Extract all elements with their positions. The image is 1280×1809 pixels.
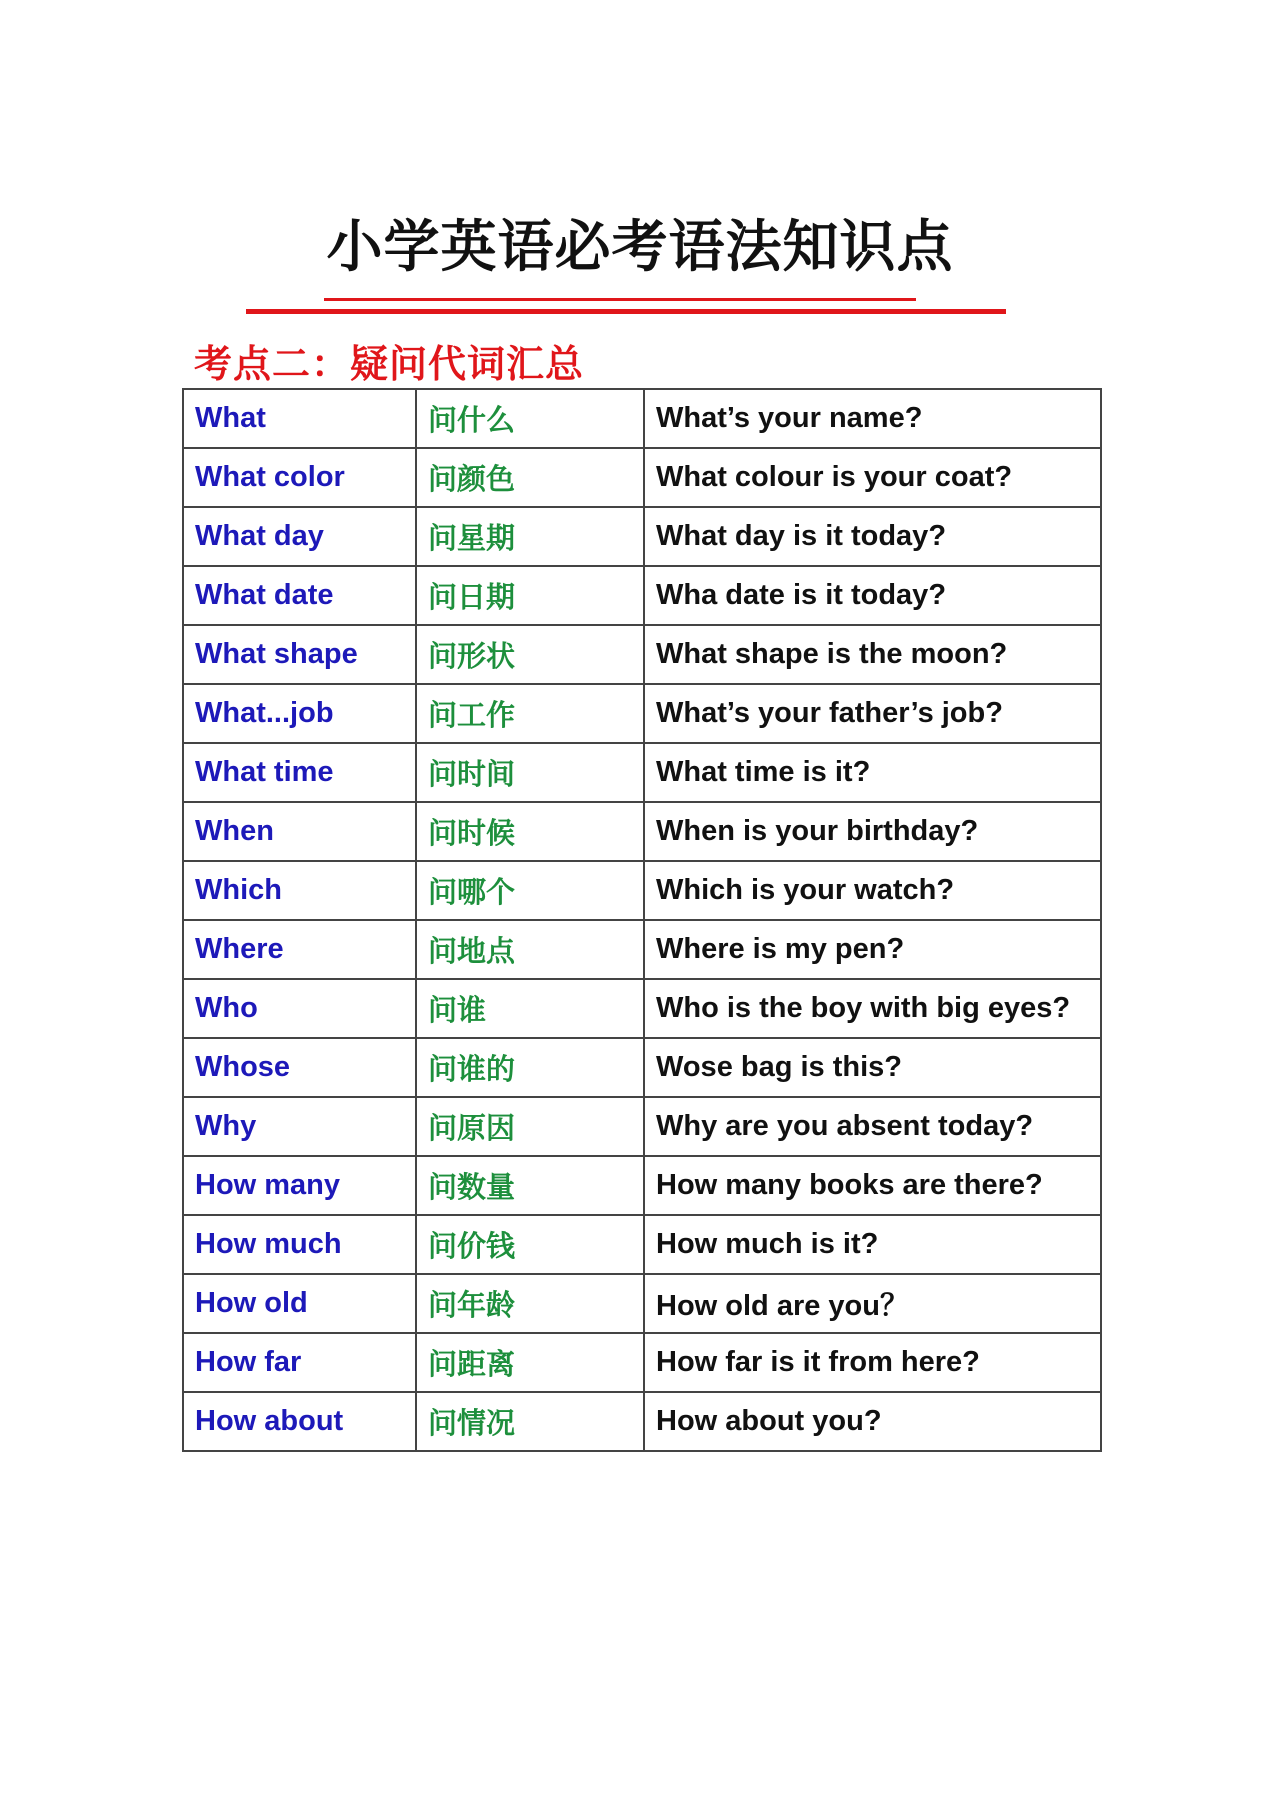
- table-row: [183, 1392, 1101, 1451]
- chinese-meaning: 问工作: [416, 684, 644, 743]
- table-row: [183, 861, 1101, 920]
- chinese-meaning: 问哪个: [416, 861, 644, 920]
- page-title: 小学英语必考语法知识点: [326, 215, 954, 280]
- table-row: [183, 448, 1101, 507]
- chinese-meaning: 问原因: [416, 1097, 644, 1156]
- question-words-table-container: [182, 388, 1102, 1452]
- example-sentence: Which is your watch?: [644, 861, 1101, 920]
- example-sentence: How many books are there?: [644, 1156, 1101, 1215]
- question-word: What: [183, 389, 416, 448]
- table-row: [183, 802, 1101, 861]
- table-row: [183, 1156, 1101, 1215]
- question-word: How many: [183, 1156, 416, 1215]
- example-sentence: What’s your name?: [644, 389, 1101, 448]
- question-word: What day: [183, 507, 416, 566]
- table-row: [183, 389, 1101, 448]
- example-sentence: How far is it from here?: [644, 1333, 1101, 1392]
- chinese-meaning: 问地点: [416, 920, 644, 979]
- question-word: What time: [183, 743, 416, 802]
- question-word: Why: [183, 1097, 416, 1156]
- chinese-meaning: 问情况: [416, 1392, 644, 1451]
- section-heading: 考点二：疑问代词汇总: [194, 342, 585, 386]
- example-sentence: Wha date is it today?: [644, 566, 1101, 625]
- chinese-meaning: 问时候: [416, 802, 644, 861]
- question-word: How old: [183, 1274, 416, 1333]
- table-row: [183, 1097, 1101, 1156]
- table-row: [183, 920, 1101, 979]
- table-row: [183, 507, 1101, 566]
- question-word: Who: [183, 979, 416, 1038]
- example-sentence: What shape is the moon?: [644, 625, 1101, 684]
- table-row: [183, 979, 1101, 1038]
- example-sentence: What’s your father’s job?: [644, 684, 1101, 743]
- chinese-meaning: 问年龄: [416, 1274, 644, 1333]
- table-row: [183, 1274, 1101, 1333]
- chinese-meaning: 问形状: [416, 625, 644, 684]
- question-word: How about: [183, 1392, 416, 1451]
- question-word: How far: [183, 1333, 416, 1392]
- example-sentence: Why are you absent today?: [644, 1097, 1101, 1156]
- chinese-meaning: 问星期: [416, 507, 644, 566]
- example-sentence: Where is my pen?: [644, 920, 1101, 979]
- table-row: [183, 625, 1101, 684]
- chinese-meaning: 问谁的: [416, 1038, 644, 1097]
- table-body: [183, 389, 1101, 1451]
- table-row: [183, 743, 1101, 802]
- chinese-meaning: 问谁: [416, 979, 644, 1038]
- question-word: What date: [183, 566, 416, 625]
- example-sentence: Who is the boy with big eyes?: [644, 979, 1101, 1038]
- example-sentence: How old are you？: [644, 1274, 1101, 1333]
- chinese-meaning: 问距离: [416, 1333, 644, 1392]
- example-sentence: What time is it?: [644, 743, 1101, 802]
- question-word: Which: [183, 861, 416, 920]
- question-word: When: [183, 802, 416, 861]
- example-sentence: How much is it?: [644, 1215, 1101, 1274]
- example-sentence: When is your birthday?: [644, 802, 1101, 861]
- example-sentence: What colour is your coat?: [644, 448, 1101, 507]
- chinese-meaning: 问时间: [416, 743, 644, 802]
- question-word: What shape: [183, 625, 416, 684]
- example-sentence: How about you?: [644, 1392, 1101, 1451]
- question-word: What...job: [183, 684, 416, 743]
- table-row: [183, 1038, 1101, 1097]
- question-word: How much: [183, 1215, 416, 1274]
- table-row: [183, 566, 1101, 625]
- title-underline-long: [246, 309, 1006, 314]
- chinese-meaning: 问什么: [416, 389, 644, 448]
- table-row: [183, 1333, 1101, 1392]
- question-word: Whose: [183, 1038, 416, 1097]
- example-sentence: Wose bag is this?: [644, 1038, 1101, 1097]
- chinese-meaning: 问日期: [416, 566, 644, 625]
- chinese-meaning: 问数量: [416, 1156, 644, 1215]
- table-row: [183, 684, 1101, 743]
- title-underline-short: [324, 298, 916, 301]
- question-word: Where: [183, 920, 416, 979]
- question-words-table: [182, 388, 1102, 1452]
- chinese-meaning: 问颜色: [416, 448, 644, 507]
- table-row: [183, 1215, 1101, 1274]
- question-word: What color: [183, 448, 416, 507]
- chinese-meaning: 问价钱: [416, 1215, 644, 1274]
- example-sentence: What day is it today?: [644, 507, 1101, 566]
